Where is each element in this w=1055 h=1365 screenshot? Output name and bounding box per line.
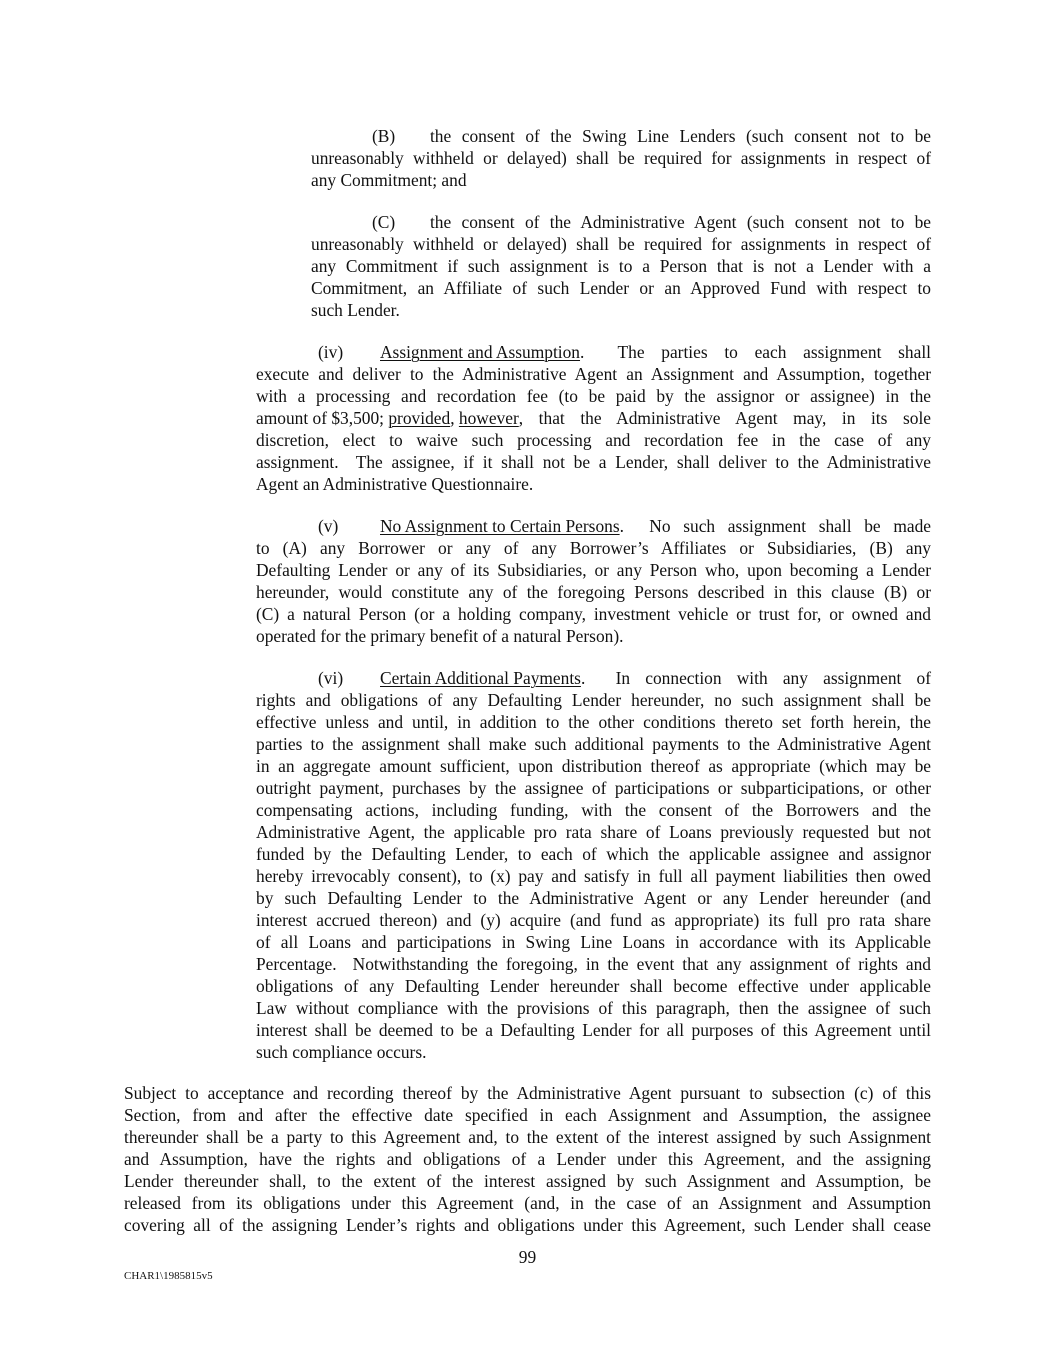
clause-vi-line-15: obligations of any Defaulting Lender hereunder shall become effective under applicable xyxy=(256,976,931,996)
document-footer-id: CHAR1\1985815v5 xyxy=(124,1270,213,1282)
clause-vi-line-14: Percentage. Notwithstanding the foregoing, in the event that any assignment of rights and xyxy=(256,954,931,974)
clause-b-line-2: unreasonably withheld or delayed) shall be required for assignments in respect of xyxy=(311,148,931,168)
however-term: however xyxy=(458,408,519,428)
clause-b-line-1: (B) the consent of the Swing Line Lenders (such consent not to be xyxy=(372,126,931,146)
clause-iv-heading: Assignment and Assumption xyxy=(380,342,581,362)
clause-b-line-3: any Commitment; and xyxy=(311,170,467,190)
clause-iv-line-4-sep: , xyxy=(450,408,459,428)
clause-iv-line-1-rest: . The parties to each assignment shall xyxy=(580,342,931,362)
clause-iv-line-4-post: , that the Administrative Agent may, in its sole xyxy=(518,408,931,428)
clause-vi-line-16: Law without compliance with the provisions of this paragraph, then the assignee of such xyxy=(256,998,931,1018)
subject-line-4: and Assumption, have the rights and obligations of a Lender under this Agreement, and the assigning xyxy=(124,1149,931,1169)
subject-line-6: released from its obligations under this Agreement (and, in the case of an Assignment and Assumption xyxy=(124,1193,931,1213)
clause-iv-line-5: discretion, elect to waive such processing and recordation fee in the case of any xyxy=(256,430,931,450)
clause-vi-line-6: outright payment, purchases by the assignee of participations or subparticipations, or other xyxy=(256,778,931,798)
clause-vi-line-9: funded by the Defaulting Lender, to each of which the applicable assignee and assignor xyxy=(256,844,931,864)
clause-vi-line-10: hereby irrevocably consent), to (x) pay and satisfy in full all payment liabilities then owed xyxy=(256,866,931,886)
clause-v-line-2: to (A) any Borrower or any of any Borrower’s Affiliates or Subsidiaries, (B) any xyxy=(256,538,931,558)
clause-vi-line-17: interest shall be deemed to be a Defaulting Lender for all purposes of this Agreement until xyxy=(256,1020,931,1040)
clause-v-line-6: operated for the primary benefit of a natural Person). xyxy=(256,626,624,646)
clause-vi-line-12: interest accrued thereon) and (y) acquire (and fund as appropriate) its full pro rata share xyxy=(256,910,931,930)
clause-vi-line-1-rest: . In connection with any assignment of xyxy=(580,668,931,688)
clause-iv-line-1 xyxy=(380,341,931,363)
subject-line-2: Section, from and after the effective date specified in each Assignment and Assumption, the assignee xyxy=(124,1105,931,1125)
clause-c-line-3: any Commitment if such assignment is to a Person that is not a Lender with a xyxy=(311,256,931,276)
clause-vi-line-3: effective unless and until, in addition to the other conditions thereto set forth herein, the xyxy=(256,712,931,732)
clause-v-line-3: Defaulting Lender or any of its Subsidiaries, or any Person who, upon becoming a Lender xyxy=(256,560,931,580)
clause-vi-line-8: Administrative Agent, the applicable pro rata share of Loans previously requested but not xyxy=(256,822,931,842)
clause-c-line-2: unreasonably withheld or delayed) shall be required for assignments in respect of xyxy=(311,234,931,254)
clause-vi-line-2: rights and obligations of any Defaulting Lender hereunder, no such assignment shall be xyxy=(256,690,931,710)
clause-v-line-1 xyxy=(380,515,931,537)
clause-iv-line-2: execute and deliver to the Administrative Agent an Assignment and Assumption, together xyxy=(256,364,931,384)
clause-v-heading: No Assignment to Certain Persons xyxy=(380,516,620,536)
clause-vi-line-1 xyxy=(380,667,931,689)
subject-line-3: thereunder shall be a party to this Agreement and, to the extent of the interest assigned by such Assignment xyxy=(124,1127,931,1147)
clause-vi-line-18: such compliance occurs. xyxy=(256,1042,427,1062)
subject-line-1: Subject to acceptance and recording thereof by the Administrative Agent pursuant to subsection (c) of this xyxy=(124,1083,931,1103)
clause-iv-line-4 xyxy=(256,407,931,429)
page-number: 99 xyxy=(518,1247,537,1267)
clause-v-line-4: hereunder, would constitute any of the foregoing Persons described in this clause (B) or xyxy=(256,582,931,602)
clause-vi-line-4: parties to the assignment shall make such additional payments to the Administrative Agent xyxy=(256,734,931,754)
clause-iv-number: (iv) xyxy=(318,342,344,362)
clause-iv-line-7: Agent an Administrative Questionnaire. xyxy=(256,474,534,494)
clause-vi-line-5: in an aggregate amount sufficient, upon distribution thereof as appropriate (which may be xyxy=(256,756,931,776)
clause-iv-line-6: assignment. The assignee, if it shall not be a Lender, shall deliver to the Administrative xyxy=(256,452,931,472)
clause-v-number: (v) xyxy=(318,516,339,536)
clause-v-line-1-rest: . No such assignment shall be made xyxy=(619,516,931,536)
clause-vi-heading: Certain Additional Payments xyxy=(380,668,581,688)
clause-vi-line-13: of all Loans and participations in Swing Line Loans in accordance with its Applicable xyxy=(256,932,931,952)
clause-iv-line-3: with a processing and recordation fee (to be paid by the assignor or assignee) in the xyxy=(256,386,931,406)
clause-vi-line-7: compensating actions, including funding, with the consent of the Borrowers and the xyxy=(256,800,931,820)
clause-c-line-4: Commitment, an Affiliate of such Lender or an Approved Fund with respect to xyxy=(311,278,931,298)
clause-c-line-1: (C) the consent of the Administrative Agent (such consent not to be xyxy=(372,212,931,232)
clause-vi-line-11: by such Defaulting Lender to the Administrative Agent or any Lender hereunder (and xyxy=(256,888,931,908)
clause-v-line-5: (C) a natural Person (or a holding company, investment vehicle or trust for, or owned and xyxy=(256,604,931,624)
subject-line-5: Lender thereunder shall, to the extent of the interest assigned by such Assignment and Assumption, be xyxy=(124,1171,931,1191)
clause-c-line-5: such Lender. xyxy=(311,300,400,320)
subject-line-7: covering all of the assigning Lender’s rights and obligations under this Agreement, such Lender shall cease xyxy=(124,1215,931,1235)
clause-vi-number: (vi) xyxy=(318,668,344,688)
provided-term: provided xyxy=(388,408,451,428)
clause-iv-line-4-pre: amount of $3,500; xyxy=(256,408,389,428)
